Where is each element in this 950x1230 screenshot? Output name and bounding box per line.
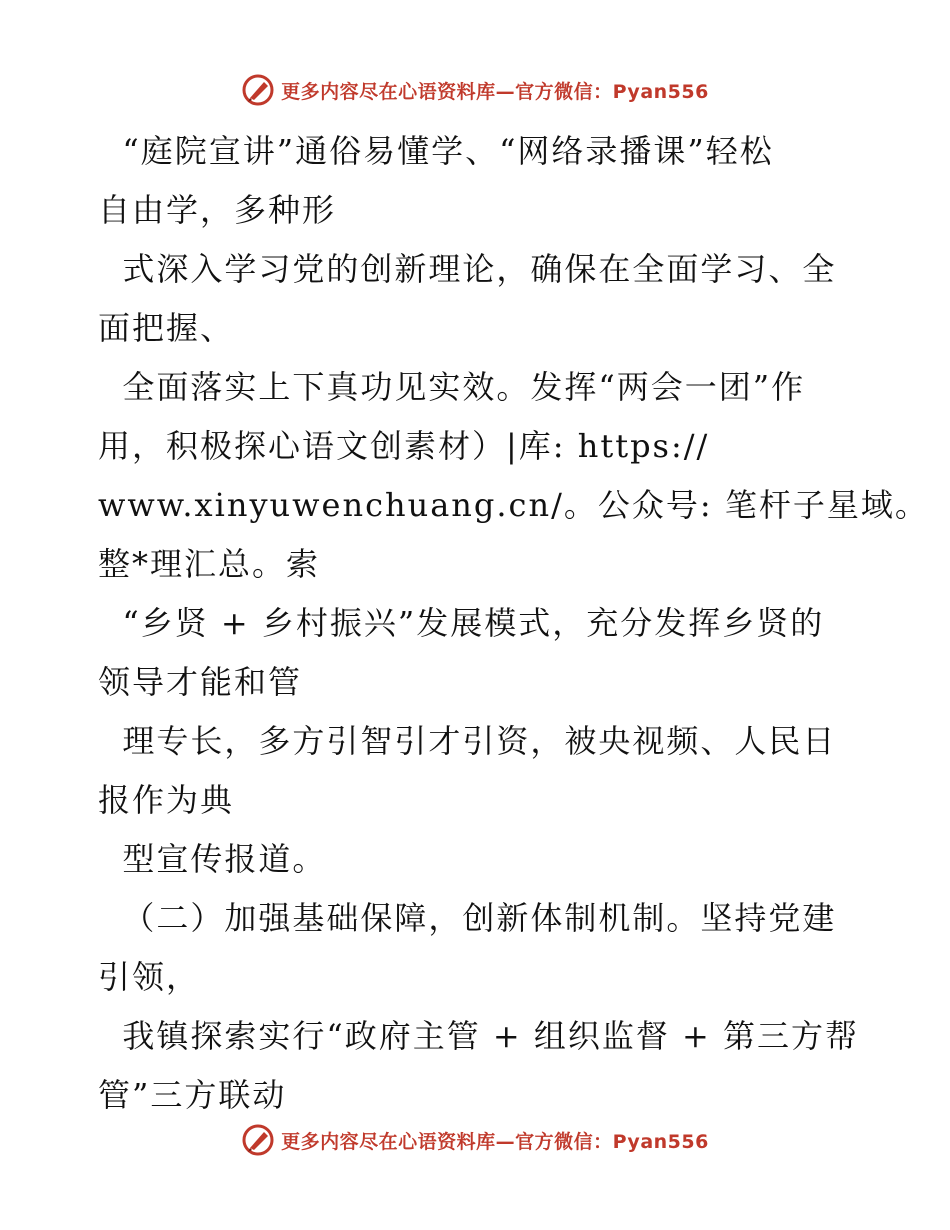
text-line: 型宣传报道。 [98,840,327,878]
header-banner-text: 更多内容尽在心语资料库—官方微信：Pyan556 [281,80,709,103]
pen-logo-icon [241,1123,275,1157]
pen-logo-icon [241,73,275,107]
text-line: 全面落实上下真功见实效。发挥“两会一团”作 [98,368,806,406]
text-line: 管”三方联动 [98,1076,287,1114]
text-line: 领导才能和管 [98,663,303,701]
text-line: “庭院宣讲”通俗易懂学、“网络录播课”轻松 [98,132,774,170]
text-line: 引领， [98,958,201,996]
text-line: 报作为典 [98,781,235,819]
document-body [98,122,929,1125]
text-line: 面把握、 [98,309,235,347]
text-line: “乡贤 + 乡村振兴”发展模式，充分发挥乡贤的 [98,604,825,642]
text-line: 自由学，多种形 [98,191,337,229]
text-line: 理专长，多方引智引才引资，被央视频、人民日 [98,722,837,760]
text-line: （二）加强基础保障，创新体制机制。坚持党建 [98,899,837,937]
text-line: 整*理汇总。索 [98,545,321,583]
text-line: 我镇探索实行“政府主管 + 组织监督 + 第三方帮 [98,1017,860,1055]
header-banner [0,70,950,110]
text-line: www.xinyuwenchuang.cn/。公众号: 笔杆子星域。 [98,486,929,524]
text-line: 式深入学习党的创新理论，确保在全面学习、全 [98,250,837,288]
footer-banner-text: 更多内容尽在心语资料库—官方微信：Pyan556 [281,1130,709,1153]
footer-banner [0,1120,950,1160]
text-line: 用，积极探心语文创素材）|库: https:// [98,427,710,465]
